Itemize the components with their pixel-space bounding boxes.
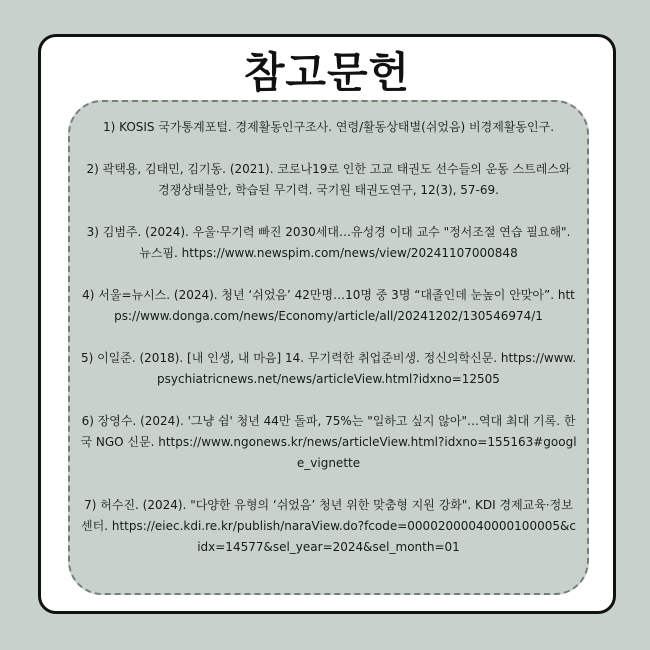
reference-item-2: 2) 곽택용, 김태민, 김기동. (2021). 코로나19로 인한 고교 태권도 선수들의 운동 스트레스와 경쟁상태불안, 학습된 무기력. 국기원 태권도연구, 12(3), 57-69. [86,162,571,197]
reference-item-5: 5) 이일준. (2018). [내 인생, 내 마음] 14. 무기력한 취업준비생. 정신의학신문. https://www.psychiatricnews.net/news/articleView.html?idxno=12505 [80,351,577,386]
references-card [38,34,616,614]
page-title: 참고문헌 [243,48,411,97]
reference-item-4: 4) 서울=뉴시스. (2024). 청년 ‘쉬었음’ 42만명…10명 중 3명 “대졸인데 눈높이 안맞아”. https://www.donga.com/news/Economy/article/all/20241202/130546974/1 [82,288,575,323]
reference-item-6: 6) 장영수. (2024). '그냥 쉼' 청년 44만 돌파, 75%는 "일하고 싶지 않아"…역대 최대 기록. 한국 NGO 신문. https://www.ngonews.kr/news/articleView.html?idxno=155163#google_vignette [80,414,577,470]
reference-item-3: 3) 김범주. (2024). 우울·무기력 빠진 2030세대…유성경 이대 교수 "정서조절 연습 필요해". 뉴스핌. https://www.newspim.com/news/view/20241107000848 [86,225,571,260]
reference-list [80,117,577,558]
reference-item-7: 7) 허수진. (2024). "다양한 유형의 ‘쉬었음’ 청년 위한 맞춤형 지원 강화". KDI 경제교육·정보센터. https://eiec.kdi.re.kr/publish/naraView.do?fcode=00002000040000100005&cidx=14577&sel_year=2024&sel_month=01 [81,498,576,554]
references-box [68,100,589,595]
reference-item-1: 1) KOSIS 국가통계포털. 경제활동인구조사. 연령/활동상태별(쉬었음) 비경제활동인구. [102,120,555,134]
